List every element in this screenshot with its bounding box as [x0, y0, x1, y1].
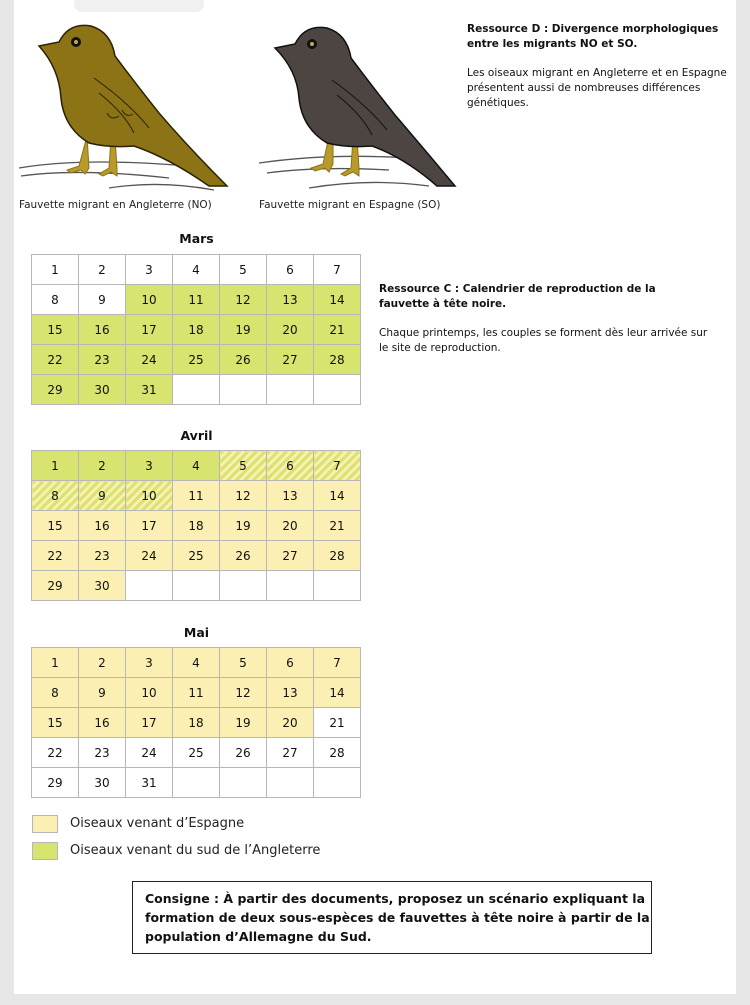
resource-d [467, 22, 727, 111]
calendar-day-17: 17 [126, 708, 173, 738]
calendar-day-20: 20 [267, 315, 314, 345]
calendar-day-20: 20 [267, 708, 314, 738]
calendar-day-27: 27 [267, 345, 314, 375]
bird-nw-caption: Fauvette migrant en Angleterre (NO) [19, 199, 212, 211]
calendar-day-12: 12 [220, 481, 267, 511]
calendar-day-3: 3 [126, 255, 173, 285]
calendar-day-27: 27 [267, 541, 314, 571]
calendar-day-11: 11 [173, 481, 220, 511]
calendar-row [32, 511, 361, 541]
calendar-empty-cell [267, 571, 314, 601]
calendar-day-21: 21 [314, 511, 361, 541]
calendar-day-14: 14 [314, 285, 361, 315]
resource-d-text: Les oiseaux migrant en Angleterre et en Espagne présentent aussi de nombreuses différences génétiques. [467, 67, 727, 109]
calendar-day-22: 22 [32, 738, 79, 768]
calendar-day-21: 21 [314, 708, 361, 738]
calendar-day-7: 7 [314, 648, 361, 678]
calendar-day-3: 3 [126, 451, 173, 481]
calendar-day-25: 25 [173, 541, 220, 571]
calendar-day-24: 24 [126, 345, 173, 375]
calendar-day-30: 30 [79, 571, 126, 601]
consigne-box: Consigne : À partir des documents, proposez un scénario expliquant la formation de deux sous-espèces de fauvettes à tête noire à partir de la population d’Allemagne du Sud. [132, 881, 652, 954]
calendar-day-5: 5 [220, 255, 267, 285]
calendar-empty-cell [267, 768, 314, 798]
calendar-day-8: 8 [32, 678, 79, 708]
calendar-mai [31, 647, 361, 798]
calendar-day-12: 12 [220, 678, 267, 708]
calendar-day-12: 12 [220, 285, 267, 315]
calendar-day-24: 24 [126, 738, 173, 768]
calendar-day-24: 24 [126, 541, 173, 571]
calendar-day-6: 6 [267, 451, 314, 481]
calendar-row [32, 708, 361, 738]
calendar-day-14: 14 [314, 678, 361, 708]
calendar-day-2: 2 [79, 255, 126, 285]
resource-c [379, 282, 709, 356]
calendar-row [32, 738, 361, 768]
calendar-day-17: 17 [126, 511, 173, 541]
calendar-day-14: 14 [314, 481, 361, 511]
legend-spain [32, 813, 244, 833]
calendar-row [32, 375, 361, 405]
calendar-day-5: 5 [220, 648, 267, 678]
calendar-empty-cell [220, 375, 267, 405]
calendar-day-11: 11 [173, 678, 220, 708]
calendar-day-13: 13 [267, 481, 314, 511]
calendar-day-7: 7 [314, 451, 361, 481]
calendar-day-8: 8 [32, 285, 79, 315]
calendar-day-22: 22 [32, 345, 79, 375]
calendar-day-30: 30 [79, 375, 126, 405]
calendar-day-23: 23 [79, 345, 126, 375]
calendar-day-15: 15 [32, 708, 79, 738]
calendar-day-19: 19 [220, 315, 267, 345]
calendar-row [32, 678, 361, 708]
calendar-row [32, 768, 361, 798]
calendar-day-6: 6 [267, 648, 314, 678]
calendar-day-9: 9 [79, 285, 126, 315]
calendar-day-30: 30 [79, 768, 126, 798]
calendar-day-10: 10 [126, 285, 173, 315]
calendar-day-8: 8 [32, 481, 79, 511]
calendar-day-13: 13 [267, 678, 314, 708]
calendar-day-31: 31 [126, 768, 173, 798]
calendar-day-26: 26 [220, 738, 267, 768]
calendar-row [32, 451, 361, 481]
bird-sw-caption: Fauvette migrant en Espagne (SO) [259, 199, 441, 211]
calendar-empty-cell [314, 768, 361, 798]
calendar-day-25: 25 [173, 738, 220, 768]
bird-nw-illustration [19, 18, 234, 198]
calendar-day-23: 23 [79, 541, 126, 571]
calendar-day-16: 16 [79, 708, 126, 738]
calendar-row [32, 571, 361, 601]
calendar-day-21: 21 [314, 315, 361, 345]
calendar-empty-cell [126, 571, 173, 601]
calendar-day-16: 16 [79, 315, 126, 345]
calendar-day-29: 29 [32, 768, 79, 798]
calendar-day-18: 18 [173, 315, 220, 345]
calendar-day-22: 22 [32, 541, 79, 571]
calendar-day-16: 16 [79, 511, 126, 541]
calendar-day-2: 2 [79, 451, 126, 481]
calendar-day-1: 1 [32, 255, 79, 285]
calendar-day-20: 20 [267, 511, 314, 541]
calendar-day-2: 2 [79, 648, 126, 678]
calendar-empty-cell [267, 375, 314, 405]
calendar-day-13: 13 [267, 285, 314, 315]
calendar-day-4: 4 [173, 451, 220, 481]
legend-spain-label: Oiseaux venant d’Espagne [70, 816, 245, 831]
calendar-empty-cell [173, 768, 220, 798]
calendar-day-18: 18 [173, 708, 220, 738]
calendar-row [32, 255, 361, 285]
calendar-day-26: 26 [220, 345, 267, 375]
calendar-row [32, 481, 361, 511]
calendar-day-4: 4 [173, 648, 220, 678]
page-tab [74, 0, 204, 12]
calendar-day-15: 15 [32, 511, 79, 541]
calendar-day-18: 18 [173, 511, 220, 541]
calendar-row [32, 541, 361, 571]
calendar-day-25: 25 [173, 345, 220, 375]
calendar-day-4: 4 [173, 255, 220, 285]
calendar-day-28: 28 [314, 345, 361, 375]
calendar-day-26: 26 [220, 541, 267, 571]
calendar-day-10: 10 [126, 678, 173, 708]
legend-england-label: Oiseaux venant du sud de l’Angleterre [70, 843, 321, 858]
calendar-day-27: 27 [267, 738, 314, 768]
calendar-empty-cell [173, 571, 220, 601]
month-title-mars: Mars [179, 231, 214, 246]
calendar-day-17: 17 [126, 315, 173, 345]
calendar-avril [31, 450, 361, 601]
document-page [14, 0, 736, 994]
calendar-day-11: 11 [173, 285, 220, 315]
legend-england [32, 840, 320, 860]
calendar-row [32, 648, 361, 678]
calendar-day-19: 19 [220, 708, 267, 738]
calendar-day-5: 5 [220, 451, 267, 481]
calendar-day-9: 9 [79, 678, 126, 708]
calendar-empty-cell [314, 571, 361, 601]
calendar-day-19: 19 [220, 511, 267, 541]
calendar-day-29: 29 [32, 375, 79, 405]
calendar-empty-cell [173, 375, 220, 405]
resource-c-title: Ressource C : Calendrier de reproduction de la fauvette à tête noire. [379, 283, 656, 310]
calendar-mars [31, 254, 361, 405]
calendar-day-1: 1 [32, 648, 79, 678]
calendar-day-3: 3 [126, 648, 173, 678]
calendar-day-29: 29 [32, 571, 79, 601]
calendar-day-9: 9 [79, 481, 126, 511]
month-title-mai: Mai [183, 625, 210, 640]
calendar-row [32, 315, 361, 345]
bird-sw-illustration [259, 18, 459, 198]
legend-england-swatch [32, 842, 58, 860]
calendar-empty-cell [314, 375, 361, 405]
calendar-row [32, 345, 361, 375]
calendar-day-7: 7 [314, 255, 361, 285]
calendar-day-28: 28 [314, 738, 361, 768]
calendar-day-15: 15 [32, 315, 79, 345]
resource-c-text: Chaque printemps, les couples se forment dès leur arrivée sur le site de reproduction. [379, 327, 708, 354]
calendar-day-6: 6 [267, 255, 314, 285]
calendar-day-10: 10 [126, 481, 173, 511]
calendar-row [32, 285, 361, 315]
calendar-day-31: 31 [126, 375, 173, 405]
calendar-day-28: 28 [314, 541, 361, 571]
legend-spain-swatch [32, 815, 58, 833]
month-title-avril: Avril [180, 428, 213, 443]
calendar-empty-cell [220, 571, 267, 601]
calendar-empty-cell [220, 768, 267, 798]
calendar-day-23: 23 [79, 738, 126, 768]
calendar-day-1: 1 [32, 451, 79, 481]
resource-d-title: Ressource D : Divergence morphologiques entre les migrants NO et SO. [467, 23, 719, 50]
